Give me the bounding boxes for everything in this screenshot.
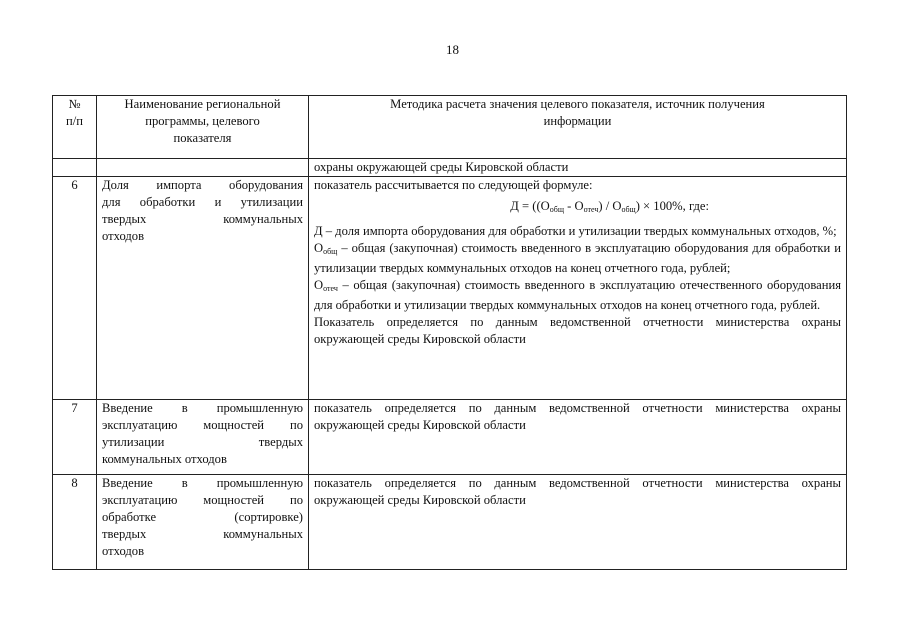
formula-subscript: отеч	[583, 205, 599, 214]
header-method-line2: информации	[543, 114, 612, 128]
formula	[314, 198, 841, 218]
name-line: Введение в промышленную	[102, 476, 303, 490]
cell-method: показатель определяется по данным ведомственной отчетности министерства охраны окружающей среды Кировской области	[309, 400, 847, 475]
name-line: эксплуатацию мощностей по	[102, 418, 303, 432]
formula-part: ) / О	[598, 199, 622, 213]
definition-o-domestic	[314, 277, 841, 314]
table-row	[53, 400, 847, 475]
header-method-line1: Методика расчета значения целевого показателя, источник получения	[390, 97, 765, 111]
symbol: О	[314, 241, 324, 255]
cell-method: показатель определяется по данным ведомственной отчетности министерства охраны окружающей среды Кировской области	[309, 475, 847, 570]
formula-part: - О	[564, 199, 584, 213]
cell-method: охраны окружающей среды Кировской области	[309, 159, 847, 177]
cell-name	[97, 159, 309, 177]
cell-name	[97, 400, 309, 475]
formula-subscript: общ	[621, 205, 636, 214]
indicators-table	[52, 95, 847, 570]
header-name-line1: Наименование региональной	[124, 97, 281, 111]
symbol: О	[314, 278, 324, 292]
cell-method	[309, 177, 847, 400]
header-number-line2: п/п	[66, 114, 83, 128]
name-line: отходов	[102, 544, 145, 558]
definition-text: – общая (закупочная) стоимость введенного в эксплуатацию оборудования для обработки и утилизации твердых коммунальных отходов на конец отчетного года, рублей;	[314, 241, 841, 275]
formula-part: Д = ((О	[510, 199, 550, 213]
header-name-line2: программы, целевого	[145, 114, 260, 128]
symbol-subscript: общ	[323, 247, 338, 256]
cell-num: 7	[53, 400, 97, 475]
header-name-line3: показателя	[173, 131, 232, 145]
name-line: отходов	[102, 229, 145, 243]
header-number-line1: №	[68, 97, 81, 111]
name-line: для обработки и утилизации	[102, 195, 303, 209]
table-header-row	[53, 96, 847, 159]
name-line: эксплуатацию мощностей по	[102, 493, 303, 507]
method-intro: показатель рассчитывается по следующей формуле:	[314, 178, 593, 192]
name-line: Доля импорта оборудования	[102, 178, 303, 192]
table-row-continuation	[53, 159, 847, 177]
header-name	[97, 96, 309, 159]
definition-o-total	[314, 240, 841, 277]
cell-num	[53, 159, 97, 177]
method-source: Показатель определяется по данным ведомственной отчетности министерства охраны окружающей среды Кировской области	[314, 315, 841, 346]
formula-part: ) × 100%, где:	[635, 199, 709, 213]
cell-num: 6	[53, 177, 97, 400]
cell-num: 8	[53, 475, 97, 570]
name-line: обработке (сортировке)	[102, 510, 303, 524]
page-number: 18	[446, 42, 459, 57]
name-line: твердых коммунальных	[102, 212, 303, 226]
name-line: твердых коммунальных	[102, 527, 303, 541]
formula-subscript: общ	[549, 205, 564, 214]
name-line: Введение в промышленную	[102, 401, 303, 415]
cell-name	[97, 475, 309, 570]
table-row	[53, 475, 847, 570]
definition-d: Д – доля импорта оборудования для обработки и утилизации твердых коммунальных отходов, %;	[314, 224, 837, 238]
table-row	[53, 177, 847, 400]
header-number	[53, 96, 97, 159]
cell-name	[97, 177, 309, 400]
definition-text: – общая (закупочная) стоимость введенного в эксплуатацию отечественного оборудования для обработки и утилизации твердых коммунальных отходов на конец отчетного года, рублей.	[314, 278, 841, 312]
name-line: коммунальных отходов	[102, 452, 227, 466]
name-line: утилизации твердых	[102, 435, 303, 449]
header-method	[309, 96, 847, 159]
symbol-subscript: отеч	[323, 284, 338, 293]
